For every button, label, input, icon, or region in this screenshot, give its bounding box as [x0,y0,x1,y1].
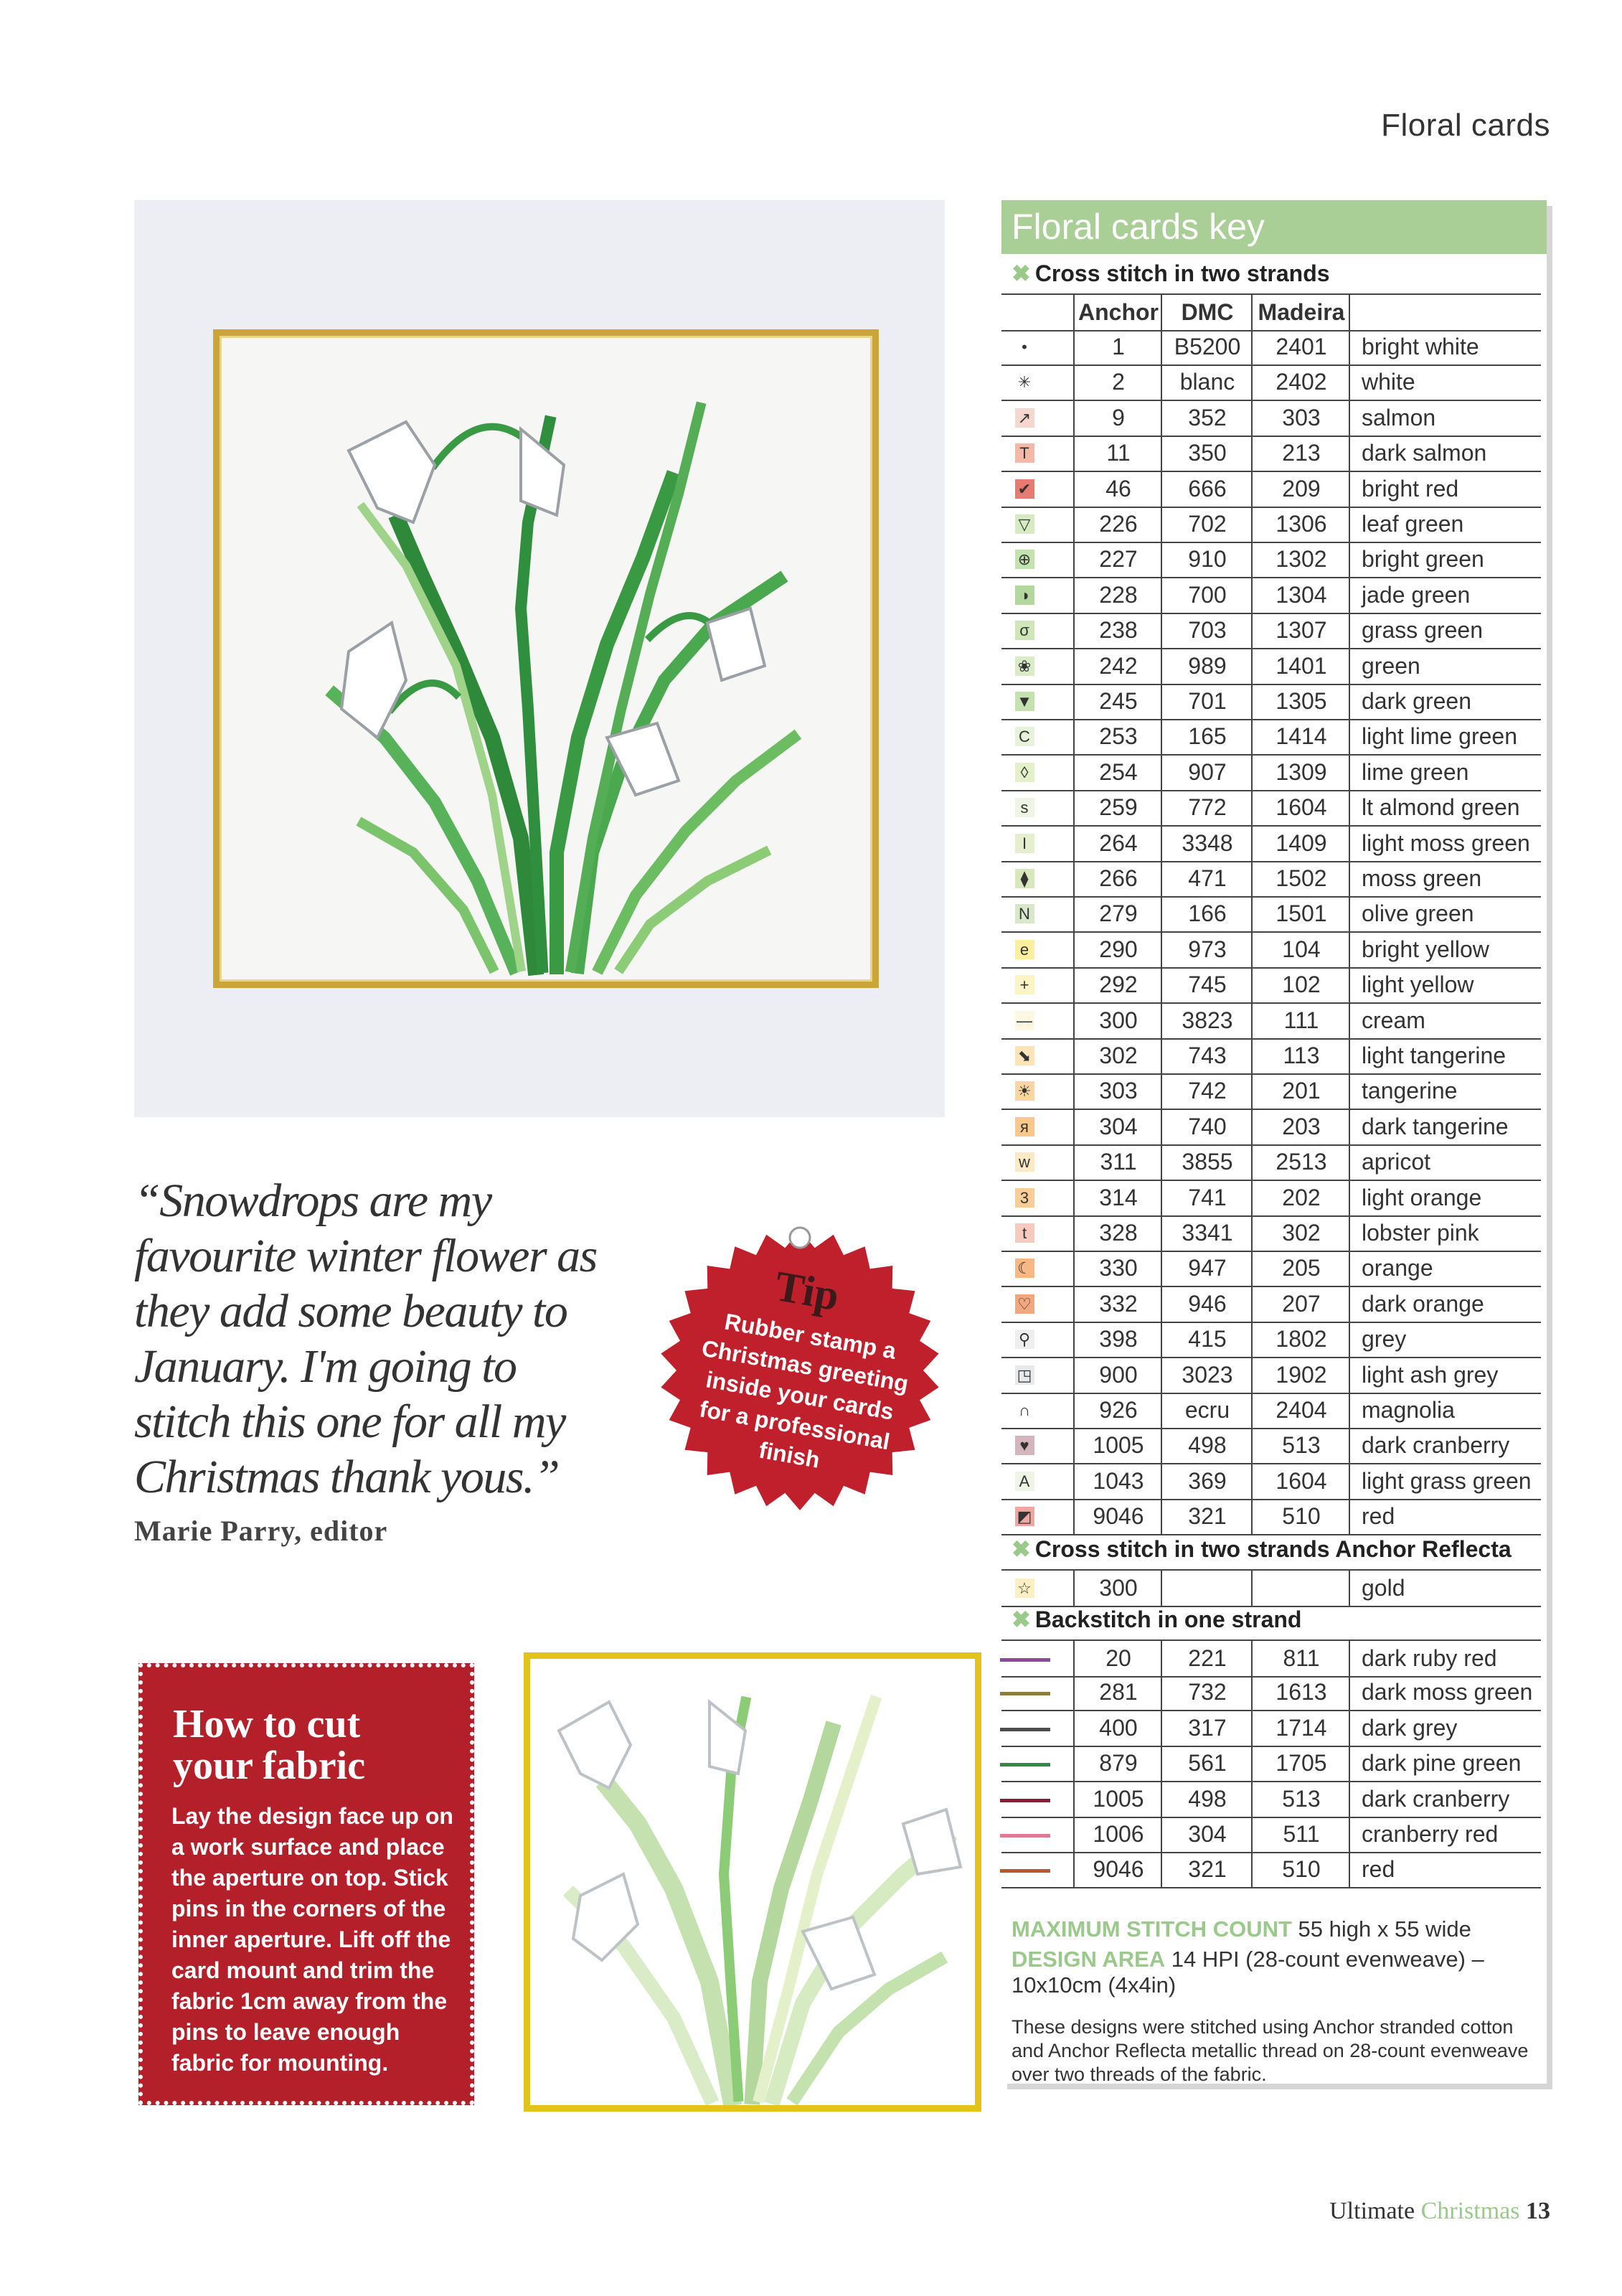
madeira-value: 207 [1251,1286,1350,1322]
stitch-symbol: I [1010,826,1039,861]
design-area-label: DESIGN AREA [1012,1947,1166,1972]
anchor-value: 1043 [1073,1464,1162,1499]
madeira-value: 303 [1251,400,1350,436]
chart-snowdrop-pattern [530,1659,975,2105]
stitch-symbol: ⧫ [1010,861,1039,896]
dmc-value: B5200 [1161,329,1253,364]
color-name: red [1349,1499,1541,1534]
quote-author: Marie Parry, editor [134,1515,388,1547]
col-name [1349,295,1541,330]
snowdrop-stitched-illustration [220,336,872,982]
madeira-value: 1802 [1251,1322,1350,1357]
color-name: light yellow [1349,967,1541,1002]
dmc-value: 700 [1161,578,1253,613]
stitch-symbol: ⬊ [1010,1038,1039,1073]
madeira-value: 1613 [1251,1675,1350,1710]
madeira-value: 2404 [1251,1393,1350,1428]
madeira-value: 205 [1251,1251,1350,1286]
madeira-value: 302 [1251,1215,1350,1251]
madeira-value: 1305 [1251,684,1350,719]
key-row [1001,1109,1541,1146]
color-name: orange [1349,1251,1541,1286]
key-row [1001,1322,1541,1358]
madeira-value: 1714 [1251,1711,1350,1746]
cross-stitch-icon: ✖ [1012,260,1031,286]
dmc-value: 321 [1161,1499,1253,1534]
dmc-value: 304 [1161,1817,1253,1852]
key-row [1001,1038,1541,1075]
color-name: tangerine [1349,1073,1541,1109]
anchor-value: 1 [1073,329,1162,364]
col-madeira: Madeira [1251,295,1350,330]
key-row [1001,1639,1541,1678]
stitch-symbol: ☀ [1010,1073,1039,1109]
anchor-value: 290 [1073,932,1162,967]
section-cross-label: Cross stitch in two strands [1034,260,1330,286]
stitch-symbol: ♡ [1010,1286,1039,1322]
anchor-value: 926 [1073,1393,1162,1428]
key-row [1001,1286,1541,1323]
backstitch-line-sample [1010,1641,1039,1676]
dmc-value: ecru [1161,1393,1253,1428]
dmc-value: blanc [1161,364,1253,400]
madeira-value: 510 [1251,1852,1350,1887]
key-row [1001,1711,1541,1747]
color-name: light orange [1349,1180,1541,1215]
stitch-symbol: — [1010,1003,1039,1038]
color-name: red [1349,1852,1541,1887]
anchor-value: 242 [1073,649,1162,684]
madeira-value: 201 [1251,1073,1350,1109]
anchor-value: 900 [1073,1358,1162,1393]
madeira-value: 1604 [1251,790,1350,825]
color-name: lt almond green [1349,790,1541,825]
madeira-value: 1307 [1251,613,1350,648]
how-to-cut-text: Lay the design face up on a work surface and place the aperture on top. Stick pins in the corners of the inner aperture. Lift off the card mount and trim the fabric 1cm away from the pins to leave enough fabric for mounting. [171,1803,453,2076]
stitch-symbol: s [1010,790,1039,825]
key-row [1001,896,1541,933]
key-row [1001,1569,1541,1607]
anchor-value: 281 [1073,1675,1162,1710]
design-area-value: 14 HPI (28-count evenweave) – 10x10cm (4x4in) [1012,1947,1484,1998]
page-number: 13 [1526,2198,1550,2224]
anchor-value: 330 [1073,1251,1162,1286]
color-name: cranberry red [1349,1817,1541,1852]
color-name: bright green [1349,542,1541,577]
stitch-symbol: ∩ [1010,1393,1039,1428]
stitch-count [1012,1916,1471,1942]
color-name: dark green [1349,684,1541,719]
key-row [1001,1073,1541,1110]
madeira-value: 513 [1251,1782,1350,1817]
col-anchor: Anchor [1073,295,1162,330]
stitch-symbol: ▽ [1010,507,1039,542]
madeira-value: 1302 [1251,542,1350,577]
madeira-value: 1902 [1251,1358,1350,1393]
dmc-value: 321 [1161,1852,1253,1887]
anchor-value: 311 [1073,1144,1162,1180]
how-to-cut-title: How to cut your fabric [173,1702,366,1788]
key-row [1001,1675,1541,1711]
stitch-symbol: e [1010,932,1039,967]
stitch-count-label: MAXIMUM STITCH COUNT [1012,1916,1292,1942]
madeira-value: 1409 [1251,826,1350,861]
color-name: grass green [1349,613,1541,648]
dmc-value [1161,1571,1253,1606]
section-reflecta-label: Cross stitch in two strands Anchor Reflecta [1034,1536,1512,1562]
key-row [1001,1358,1541,1394]
key-row [1001,1746,1541,1782]
backstitch-line-sample [1010,1675,1039,1710]
key-row [1001,1393,1541,1429]
key-row [1001,861,1541,898]
color-name: olive green [1349,896,1541,931]
stitch-symbol: A [1010,1464,1039,1499]
color-name: light grass green [1349,1464,1541,1499]
section-title: Floral cards [1381,108,1550,143]
madeira-value: 113 [1251,1038,1350,1073]
stitch-symbol: w [1010,1144,1039,1180]
anchor-value: 1005 [1073,1782,1162,1817]
madeira-value: 1414 [1251,719,1350,754]
anchor-value: 332 [1073,1286,1162,1322]
key-row [1001,826,1541,862]
madeira-value: 209 [1251,471,1350,507]
key-row [1001,364,1541,401]
anchor-value: 303 [1073,1073,1162,1109]
key-row [1001,1215,1541,1252]
key-row [1001,471,1541,508]
dmc-value: 743 [1161,1038,1253,1073]
anchor-value: 1006 [1073,1817,1162,1852]
madeira-value: 511 [1251,1817,1350,1852]
color-name: lime green [1349,755,1541,790]
dmc-value: 369 [1161,1464,1253,1499]
stitch-symbol: ◑ [1010,578,1039,613]
madeira-value: 811 [1251,1641,1350,1676]
color-name: dark pine green [1349,1746,1541,1781]
key-row [1001,436,1541,472]
stitch-symbol: ☾ [1010,1251,1039,1286]
key-row [1001,1144,1541,1181]
anchor-value: 11 [1073,436,1162,471]
section-back-label: Backstitch in one strand [1034,1606,1302,1632]
dmc-value: 3348 [1161,826,1253,861]
madeira-value: 202 [1251,1180,1350,1215]
dmc-value: 561 [1161,1746,1253,1781]
key-row [1001,578,1541,614]
anchor-value: 9046 [1073,1852,1162,1887]
dmc-value: 221 [1161,1641,1253,1676]
key-row [1001,400,1541,437]
key-row [1001,932,1541,969]
madeira-value: 2402 [1251,364,1350,400]
color-name: moss green [1349,861,1541,896]
dmc-value: 745 [1161,967,1253,1002]
key-row [1001,1428,1541,1464]
stitch-symbol: T [1010,436,1039,471]
color-name: light lime green [1349,719,1541,754]
footer-magazine-em: Christmas [1420,2198,1520,2224]
stitch-symbol: ▼ [1010,684,1039,719]
key-row [1001,1499,1541,1535]
dmc-value: 317 [1161,1711,1253,1746]
color-name: apricot [1349,1144,1541,1180]
color-name: dark ruby red [1349,1641,1541,1676]
dmc-value: 907 [1161,755,1253,790]
stitch-symbol: ◳ [1010,1358,1039,1393]
color-name: green [1349,649,1541,684]
key-note: These designs were stitched using Anchor stranded cotton and Anchor Reflecta metallic thread on 28-count evenweave over two threads of the fabric. [1012,2016,1529,2085]
key-row [1001,1782,1541,1818]
dmc-value: 701 [1161,684,1253,719]
madeira-value: 1306 [1251,507,1350,542]
dmc-value: 350 [1161,436,1253,471]
color-name: light moss green [1349,826,1541,861]
key-row [1001,1852,1541,1888]
anchor-value: 253 [1073,719,1162,754]
madeira-value: 1604 [1251,1464,1350,1499]
anchor-value: 46 [1073,471,1162,507]
dmc-value: 772 [1161,790,1253,825]
key-row [1001,329,1541,366]
madeira-value: 2513 [1251,1144,1350,1180]
color-name: dark grey [1349,1711,1541,1746]
anchor-value: 879 [1073,1746,1162,1781]
madeira-value: 1502 [1251,861,1350,896]
key-header-row [1001,293,1541,331]
color-name: light tangerine [1349,1038,1541,1073]
key-row [1001,1817,1541,1853]
anchor-value: 226 [1073,507,1162,542]
key-row [1001,542,1541,578]
dmc-value: 352 [1161,400,1253,436]
anchor-value: 20 [1073,1641,1162,1676]
color-name: dark tangerine [1349,1109,1541,1144]
dmc-value: 989 [1161,649,1253,684]
color-name: dark salmon [1349,436,1541,471]
color-name: cream [1349,1003,1541,1038]
color-name: bright white [1349,329,1541,364]
stitch-symbol: 3 [1010,1180,1039,1215]
dmc-value: 3823 [1161,1003,1253,1038]
color-name: gold [1349,1571,1541,1606]
backstitch-line-sample [1010,1746,1039,1781]
anchor-value: 279 [1073,896,1162,931]
stitch-symbol: ⊕ [1010,542,1039,577]
dmc-value: 498 [1161,1428,1253,1463]
dmc-value: 703 [1161,613,1253,648]
stitch-symbol: ⚲ [1010,1322,1039,1357]
page-footer [1329,2198,1550,2225]
anchor-value: 328 [1073,1215,1162,1251]
madeira-value: 1309 [1251,755,1350,790]
key-row [1001,507,1541,543]
madeira-value: 111 [1251,1003,1350,1038]
tip-tag-hole [790,1228,810,1248]
tip-title: Tip [771,1261,843,1320]
dmc-value: 947 [1161,1251,1253,1286]
footer-magazine: Ultimate [1329,2198,1415,2224]
dmc-value: 415 [1161,1322,1253,1357]
design-area [1012,1947,1528,1998]
anchor-value: 314 [1073,1180,1162,1215]
stitch-symbol: ↗ [1010,400,1039,436]
stitch-symbol: ✔ [1010,471,1039,507]
dmc-value: 666 [1161,471,1253,507]
dmc-value: 742 [1161,1073,1253,1109]
key-row [1001,719,1541,756]
anchor-value: 300 [1073,1571,1162,1606]
floral-cards-key [1001,200,1547,2084]
how-to-cut-box [138,1663,474,2105]
key-row [1001,1464,1541,1500]
stitch-symbol: t [1010,1215,1039,1251]
dmc-value: 3023 [1161,1358,1253,1393]
key-row [1001,649,1541,685]
color-name: dark cranberry [1349,1428,1541,1463]
stitch-symbol: • [1010,329,1039,364]
color-name: dark orange [1349,1286,1541,1322]
anchor-value: 254 [1073,755,1162,790]
color-name: lobster pink [1349,1215,1541,1251]
madeira-value: 1304 [1251,578,1350,613]
stitch-symbol: ♥ [1010,1428,1039,1463]
color-name: jade green [1349,578,1541,613]
color-name: salmon [1349,400,1541,436]
backstitch-line-sample [1010,1817,1039,1852]
dmc-value: 3855 [1161,1144,1253,1180]
madeira-value: 1705 [1251,1746,1350,1781]
stitch-symbol: σ [1010,613,1039,648]
color-name: grey [1349,1322,1541,1357]
anchor-value: 9046 [1073,1499,1162,1534]
dmc-value: 946 [1161,1286,1253,1322]
anchor-value: 292 [1073,967,1162,1002]
madeira-value: 1401 [1251,649,1350,684]
section-backstitch [1012,1606,1301,1633]
cross-stitch-icon: ✖ [1012,1606,1031,1632]
key-row [1001,1003,1541,1040]
anchor-value: 238 [1073,613,1162,648]
anchor-value: 228 [1073,578,1162,613]
cross-stitch-icon: ✖ [1012,1536,1031,1562]
madeira-value: 203 [1251,1109,1350,1144]
dmc-value: 3341 [1161,1215,1253,1251]
key-row [1001,613,1541,649]
key-row [1001,790,1541,827]
madeira-value: 213 [1251,436,1350,471]
madeira-value: 2401 [1251,329,1350,364]
key-row [1001,1180,1541,1217]
color-name: light ash grey [1349,1358,1541,1393]
anchor-value: 259 [1073,790,1162,825]
madeira-value: 104 [1251,932,1350,967]
anchor-value: 302 [1073,1038,1162,1073]
key-row [1001,755,1541,791]
anchor-value: 227 [1073,542,1162,577]
key-row [1001,967,1541,1004]
cross-stitch-chart [524,1652,981,2112]
dmc-value: 471 [1161,861,1253,896]
dmc-value: 165 [1161,719,1253,754]
madeira-value: 102 [1251,967,1350,1002]
madeira-value: 513 [1251,1428,1350,1463]
color-name: leaf green [1349,507,1541,542]
dmc-value: 740 [1161,1109,1253,1144]
stitch-count-value: 55 high x 55 wide [1298,1916,1471,1942]
dmc-value: 166 [1161,896,1253,931]
dmc-value: 973 [1161,932,1253,967]
anchor-value: 304 [1073,1109,1162,1144]
madeira-value: 510 [1251,1499,1350,1534]
anchor-value: 245 [1073,684,1162,719]
dmc-value: 498 [1161,1782,1253,1817]
anchor-value: 300 [1073,1003,1162,1038]
anchor-value: 398 [1073,1322,1162,1357]
stitch-symbol: C [1010,719,1039,754]
editor-quote: “Snowdrops are my favourite winter flower as they add some beauty to January. I'm going to stitch this one for all my Christmas thank yous.” [134,1175,597,1503]
section-reflecta [1012,1535,1512,1563]
tip-text: Rubber stamp a Christmas greeting inside your cards for a professional finish [697,1308,911,1473]
stitch-symbol: + [1010,967,1039,1002]
anchor-value: 400 [1073,1711,1162,1746]
color-name: magnolia [1349,1393,1541,1428]
stitch-symbol: ☆ [1010,1571,1039,1606]
madeira-value: 1501 [1251,896,1350,931]
color-name: bright yellow [1349,932,1541,967]
color-name: white [1349,364,1541,400]
stitch-symbol: ◊ [1010,755,1039,790]
key-title: Floral cards key [1001,200,1547,254]
stitch-symbol: я [1010,1109,1039,1144]
col-dmc: DMC [1161,295,1253,330]
color-name: dark moss green [1349,1675,1541,1710]
stitched-card-photo [134,200,945,1117]
stitch-symbol: ◩ [1010,1499,1039,1534]
color-name: dark cranberry [1349,1782,1541,1817]
backstitch-line-sample [1010,1852,1039,1887]
anchor-value: 1005 [1073,1428,1162,1463]
dmc-value: 910 [1161,542,1253,577]
dmc-value: 741 [1161,1180,1253,1215]
anchor-value: 266 [1073,861,1162,896]
anchor-value: 2 [1073,364,1162,400]
dmc-value: 702 [1161,507,1253,542]
stitch-symbol: N [1010,896,1039,931]
color-name: bright red [1349,471,1541,507]
anchor-value: 264 [1073,826,1162,861]
dmc-value: 732 [1161,1675,1253,1710]
madeira-value [1251,1571,1350,1606]
backstitch-line-sample [1010,1711,1039,1746]
stitch-symbol: ❀ [1010,649,1039,684]
gold-bordered-mat [213,329,879,988]
section-cross-stitch [1012,260,1330,287]
backstitch-line-sample [1010,1782,1039,1817]
key-row [1001,684,1541,720]
key-row [1001,1251,1541,1287]
anchor-value: 9 [1073,400,1162,436]
stitch-symbol: ✳ [1010,364,1039,400]
